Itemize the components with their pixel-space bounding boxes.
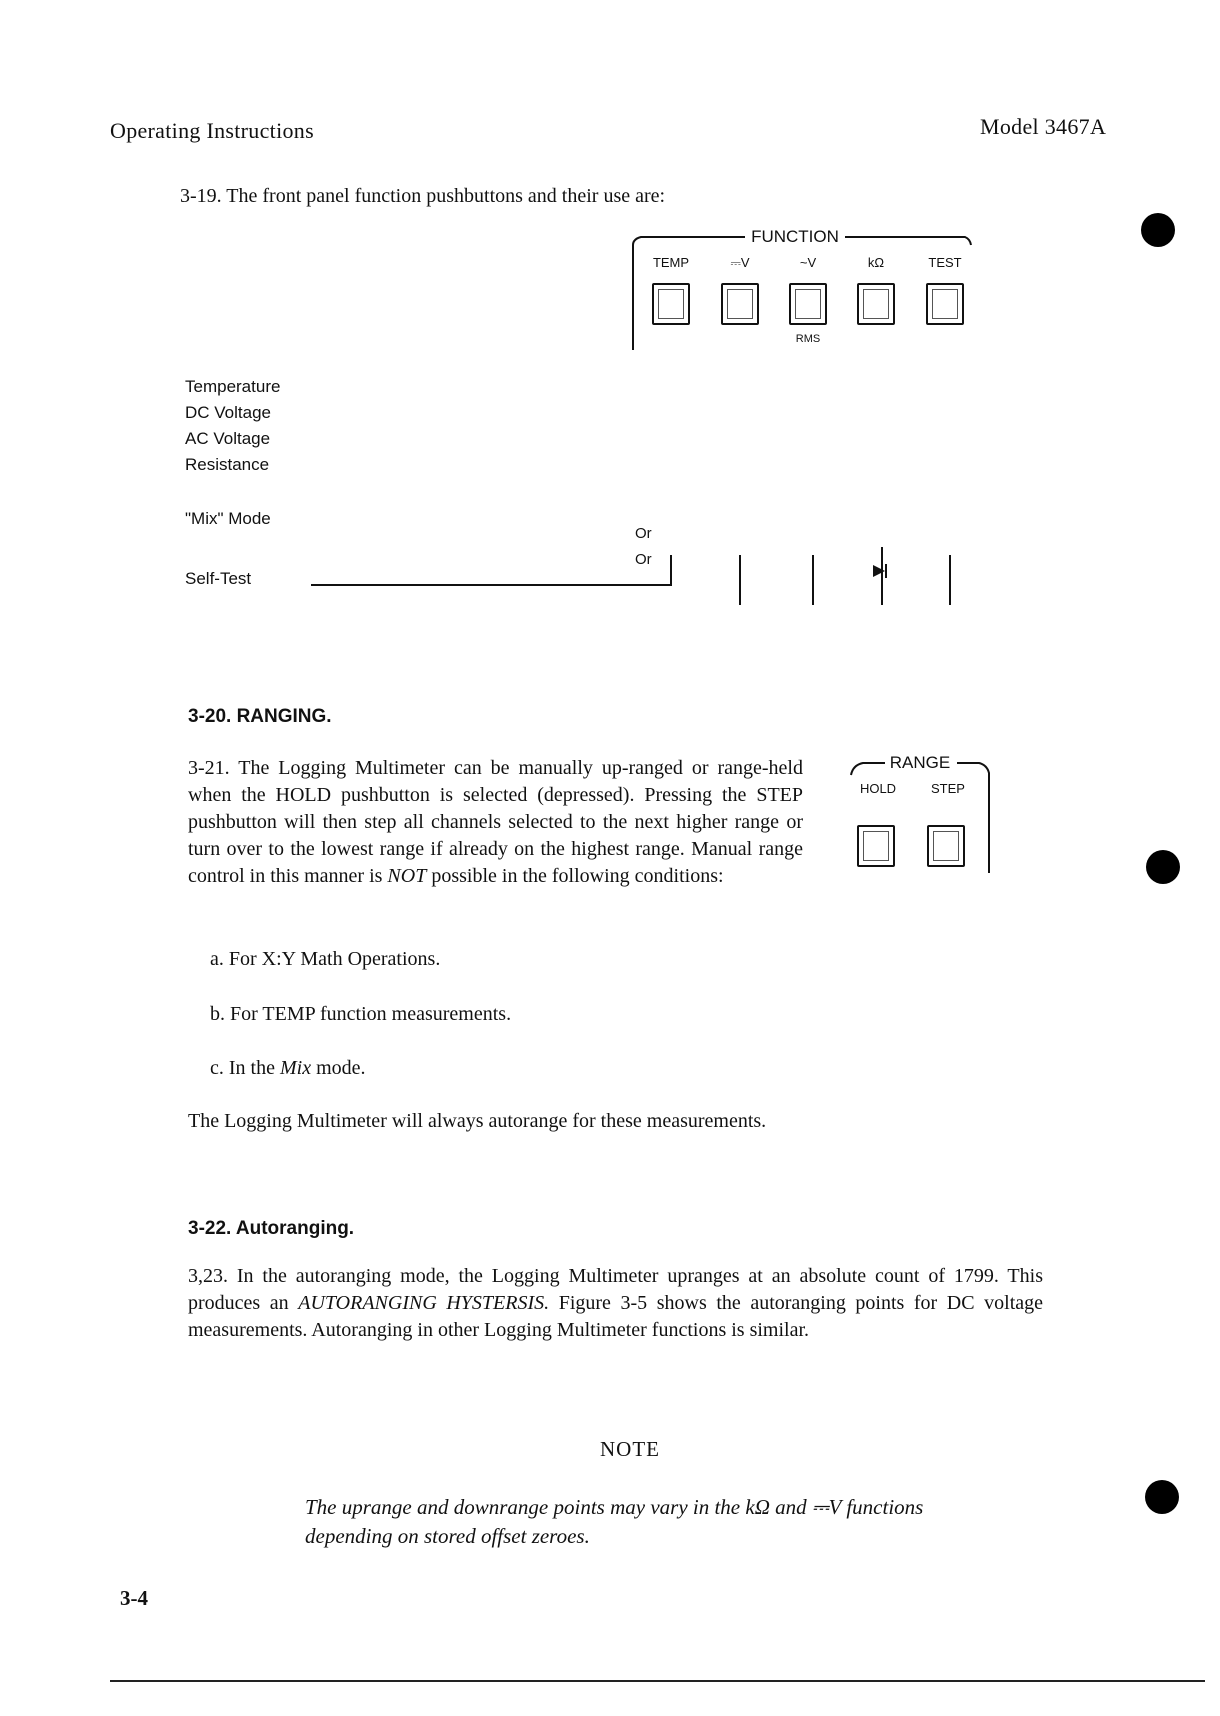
header-left: Operating Instructions: [110, 118, 314, 143]
paragraph-3-21-not: NOT: [387, 865, 427, 887]
label-resistance: Resistance: [185, 455, 270, 474]
label-ac-voltage: AC Voltage: [185, 429, 271, 448]
condition-c-mix: Mix: [279, 1057, 312, 1079]
condition-c-post: mode.: [316, 1057, 366, 1079]
header-right: Model 3467A: [980, 114, 1107, 139]
paragraph-3-23-em: AUTORANGING HYSTERSIS.: [298, 1292, 550, 1314]
btn-label-temp: TEMP: [652, 255, 690, 270]
paragraph-3-21-text: 3-21. The Logging Multimeter can be manually up-ranged or range-held when the HOLD pushbutton is selected (depressed). Pressing the STEP pushbutton will then step all channels selected to the next higher range or turn over to the lowest range if already on the highest range. Manual range control in this manner is: [188, 757, 803, 887]
test-button[interactable]: [926, 283, 964, 325]
paragraph-3-23-a: 3,23. In the autoranging mode, the Logging Multimeter upranges at an absolute count of 1799. This produces an: [188, 1265, 1043, 1314]
condition-c: [210, 1055, 366, 1082]
punch-hole-middle: [1146, 850, 1180, 884]
btn-label-kohm: kΩ: [867, 255, 885, 270]
rms-label: RMS: [795, 333, 821, 345]
note-title: NOTE: [600, 1437, 660, 1461]
note-text: The uprange and downrange points may vary in the kΩ and ⎓V functions depending on stored offset zeroes.: [305, 1495, 924, 1548]
step-button[interactable]: [927, 825, 965, 867]
condition-b: b. For TEMP function measurements.: [210, 1003, 512, 1025]
section-3-20-heading: 3-20. RANGING.: [188, 706, 332, 727]
paragraph-3-21: [188, 755, 803, 890]
punch-hole-bottom: [1145, 1480, 1179, 1514]
punch-hole-top: [1141, 213, 1175, 247]
btn-label-acv: ~V: [799, 255, 817, 270]
bottom-rule: [110, 1680, 1205, 1682]
section-3-22-heading: 3-22. Autoranging.: [188, 1218, 355, 1239]
paragraph-3-21-end: possible in the following conditions:: [431, 865, 724, 887]
hold-label: HOLD: [859, 781, 897, 796]
label-dc-voltage: DC Voltage: [185, 403, 271, 422]
autorange-sentence: The Logging Multimeter will always autorange for these measurements.: [188, 1110, 767, 1132]
range-panel-title: RANGE: [889, 753, 951, 772]
btn-label-test: TEST: [928, 255, 962, 270]
paragraph-3-19: 3-19. The front panel function pushbuttons and their use are:: [180, 185, 666, 207]
range-panel: [845, 745, 995, 875]
function-panel-title: FUNCTION: [751, 227, 839, 246]
label-self-test: Self-Test: [185, 569, 252, 588]
hold-button[interactable]: [857, 825, 895, 867]
ac-voltage-button[interactable]: [789, 283, 827, 325]
label-or-1: Or: [635, 525, 652, 542]
paragraph-3-23-b: Figure 3-5 shows the autoranging points for DC voltage measurements. Autoranging in other Logging Multimeter functions is similar.: [188, 1292, 1044, 1341]
dc-voltage-button[interactable]: [721, 283, 759, 325]
page-number: 3-4: [120, 1586, 148, 1610]
label-or-2: Or: [635, 551, 652, 568]
label-mix-mode: "Mix" Mode: [185, 509, 271, 528]
condition-c-pre: c. In the: [210, 1057, 275, 1079]
temp-button[interactable]: [652, 283, 690, 325]
paragraph-3-23: [188, 1263, 1043, 1344]
label-temperature: Temperature: [185, 377, 281, 396]
resistance-button[interactable]: [857, 283, 895, 325]
function-diagram-lines: [185, 225, 1005, 605]
btn-label-dcv: ⎓V: [730, 255, 750, 270]
function-diagram: [185, 225, 1005, 605]
condition-a: a. For X:Y Math Operations.: [210, 948, 441, 970]
step-label: STEP: [931, 781, 965, 796]
